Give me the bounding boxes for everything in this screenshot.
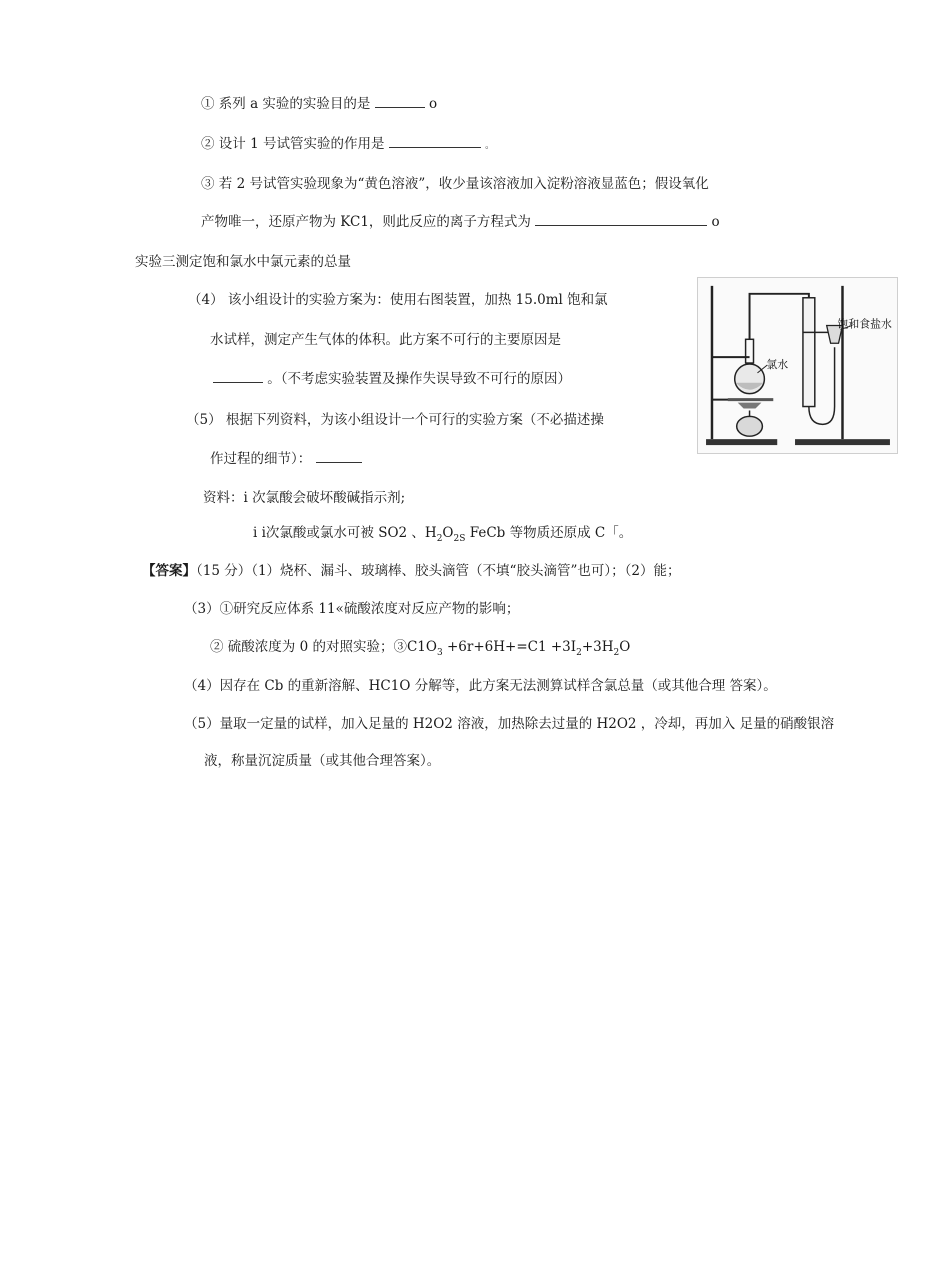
answer-blank bbox=[316, 450, 362, 463]
answer-heading: 【答案】 bbox=[142, 563, 196, 579]
q3-line-4-text: 产物唯一，还原产物为 KC1，则此反应的离子方程式为 bbox=[201, 214, 531, 230]
q3-line-1-text: ① 系列 a 实验的实验目的是 bbox=[201, 96, 371, 112]
label-saturated-brine: 饱和食盐水 bbox=[837, 317, 892, 331]
answer-line-4: （4）因存在 Cb 的重新溶解、HC1O 分解等，此方案无法测算试样含氯总量（或其他合理 答案）。 bbox=[184, 678, 777, 694]
answer-blank bbox=[375, 95, 425, 108]
apparatus-diagram bbox=[698, 278, 897, 453]
answer-blank bbox=[213, 370, 263, 383]
q3-line-2-text: ② 设计 1 号试管实验的作用是 bbox=[201, 136, 385, 152]
apparatus-figure bbox=[697, 277, 898, 454]
left-stand-base bbox=[706, 439, 777, 445]
q5-line-2 bbox=[210, 450, 362, 468]
reference-line-2 bbox=[253, 524, 632, 548]
subscript: 2 bbox=[453, 534, 460, 544]
answer-blank bbox=[389, 135, 481, 148]
q4-line-3-text: 。（不考虑实验装置及操作失误导致不可行的原因） bbox=[267, 371, 572, 387]
answer-line-5: （5）量取一定量的试样，加入足量的 H2O2 溶液，加热除去过量的 H2O2 ，冷却，再加入 足量的硝酸银溶 bbox=[184, 716, 835, 732]
reference-text: O bbox=[442, 525, 454, 541]
answer-text: +3H bbox=[581, 639, 614, 655]
q5-line-1: （5） 根据下列资料，为该小组设计一个可行的实验方案（不必描述操 bbox=[186, 412, 604, 428]
gas-burette bbox=[803, 298, 815, 407]
tripod bbox=[738, 403, 762, 409]
subscript: 3 bbox=[436, 648, 443, 658]
reference-text: i i次氯酸或氯水可被 SO2 、H bbox=[253, 525, 437, 541]
delivery-tube bbox=[750, 294, 809, 339]
answer-text: O bbox=[619, 639, 631, 655]
reference-text: FeCb 等物质还原成 C「。 bbox=[465, 525, 633, 541]
exp3-heading: 实验三测定饱和氯水中氯元素的总量 bbox=[135, 254, 351, 270]
subscript: S bbox=[459, 534, 466, 544]
subscript: 2 bbox=[576, 648, 582, 658]
q3-line-3: ③ 若 2 号试管实验现象为“黄色溶液”，收少量该溶液加入淀粉溶液显蓝色；假设氧化 bbox=[201, 176, 709, 192]
q3-line-1 bbox=[201, 95, 437, 113]
q3-line-2-tail: 。 bbox=[485, 141, 495, 151]
answer-line-1-text: （15 分）（1）烧杯、漏斗、玻璃棒、胶头滴管（不填“胶头滴管”也可）；（2）能； bbox=[196, 563, 681, 579]
q3-line-1-tail: o bbox=[429, 96, 438, 112]
q3-line-4-tail: o bbox=[711, 214, 720, 230]
answer-line-1 bbox=[142, 562, 680, 580]
subscript: 2 bbox=[436, 534, 443, 544]
answer-blank bbox=[535, 213, 707, 226]
answer-line-6: 液，称量沉淀质量（或其他合理答案）。 bbox=[204, 753, 441, 769]
q4-line-3 bbox=[213, 370, 571, 388]
q5-line-2-text: 作过程的细节）： bbox=[210, 451, 312, 467]
answer-text: +6r+6H+=C1 +3I bbox=[442, 639, 577, 655]
label-chlorine-water: 氯水 bbox=[766, 357, 789, 371]
right-stand-base bbox=[795, 439, 890, 445]
alcohol-lamp bbox=[737, 416, 763, 436]
q3-line-4 bbox=[201, 213, 720, 231]
flask-neck bbox=[746, 339, 754, 363]
q4-line-2: 水试样，测定产生气体的体积。此方案不可行的主要原因是 bbox=[210, 332, 561, 348]
q3-line-2 bbox=[201, 135, 494, 155]
answer-line-2: （3）①研究反应体系 11«硫酸浓度对反应产物的影响； bbox=[184, 601, 520, 617]
answer-text: ② 硫酸浓度为 0 的对照实验；③C1O bbox=[210, 639, 437, 655]
reference-line-1: 资料：i 次氯酸会破坏酸碱指示剂; bbox=[203, 490, 406, 506]
q4-line-1: （4） 该小组设计的实验方案为：使用右图装置，加热 15.0ml 饱和氯 bbox=[188, 292, 608, 308]
answer-line-3 bbox=[210, 638, 630, 662]
subscript: 2 bbox=[613, 648, 620, 658]
